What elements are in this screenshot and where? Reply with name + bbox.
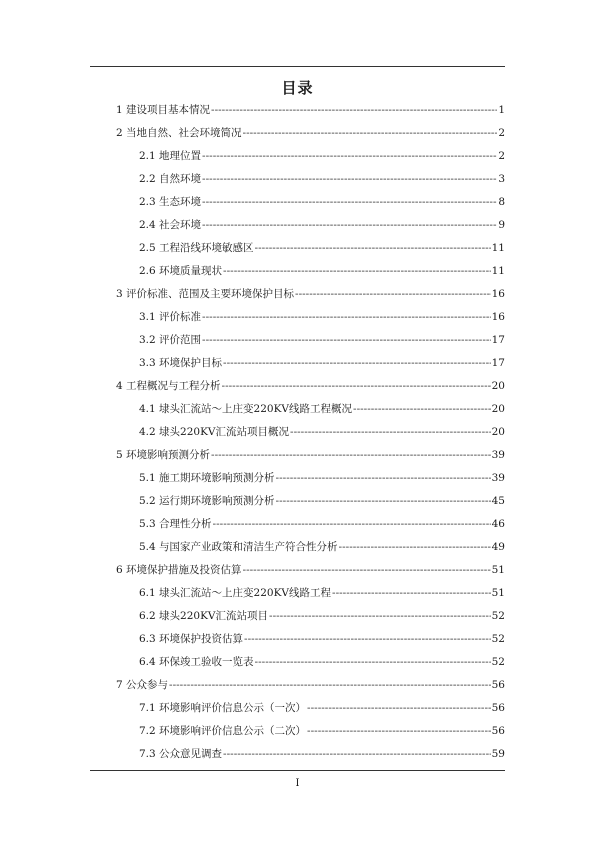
toc-section-entry[interactable] [116, 563, 505, 577]
toc-subsection-entry[interactable] [139, 149, 505, 163]
toc-entry-page: 46 [491, 518, 505, 530]
toc-dot-leader [213, 517, 491, 531]
toc-entry-label: 1 建设项目基本情况 [116, 104, 211, 116]
toc-entry-label: 6.4 环保竣工验收一览表 [139, 656, 254, 668]
toc-dot-leader [243, 126, 498, 140]
toc-entry-page: 2 [498, 150, 505, 162]
toc-subsection-entry[interactable] [139, 609, 505, 623]
toc-entry-label: 6 环境保护措施及投资估算 [116, 564, 242, 576]
toc-subsection-entry[interactable] [139, 701, 505, 715]
toc-entry-page: 49 [491, 541, 505, 553]
toc-entry-label: 6.3 环境保护投资估算 [139, 633, 244, 645]
toc-subsection-entry[interactable] [139, 264, 505, 278]
toc-entry-label: 3.3 环境保护目标 [139, 357, 223, 369]
toc-entry-page: 56 [491, 679, 505, 691]
toc-dot-leader [307, 724, 491, 738]
toc-subsection-entry[interactable] [139, 402, 505, 416]
toc-dot-leader [202, 172, 497, 186]
toc-subsection-entry[interactable] [139, 333, 505, 347]
toc-entry-label: 2.6 环境质量现状 [139, 265, 223, 277]
toc-dot-leader [243, 563, 491, 577]
toc-entry-page: 8 [498, 196, 505, 208]
toc-dot-leader [244, 632, 491, 646]
toc-dot-leader [332, 586, 491, 600]
toc-entry-page: 39 [491, 449, 505, 461]
toc-section-entry[interactable] [116, 379, 505, 393]
toc-entry-page: 51 [491, 564, 505, 576]
toc-entry-page: 20 [491, 403, 505, 415]
toc-entry-label: 2.4 社会环境 [139, 219, 202, 231]
toc-subsection-entry[interactable] [139, 172, 505, 186]
toc-entry-page: 11 [491, 242, 505, 254]
toc-subsection-entry[interactable] [139, 586, 505, 600]
toc-entry-page: 1 [498, 104, 505, 116]
toc-dot-leader [202, 333, 491, 347]
toc-entry-page: 11 [491, 265, 505, 277]
toc-subsection-entry[interactable] [139, 310, 505, 324]
toc-entry-label: 2.5 工程沿线环境敏感区 [139, 242, 254, 254]
toc-subsection-entry[interactable] [139, 494, 505, 508]
toc-dot-leader [339, 540, 491, 554]
toc-section-entry[interactable] [116, 126, 505, 140]
toc-entry-label: 3.2 评价范围 [139, 334, 202, 346]
toc-entry-page: 45 [491, 495, 505, 507]
toc-entry-page: 59 [491, 748, 505, 760]
toc-entry-label: 5.2 运行期环境影响预测分析 [139, 495, 275, 507]
toc-entry-label: 6.1 埭头汇流站～上庄变220KV线路工程 [139, 587, 332, 599]
toc-dot-leader [269, 609, 491, 623]
toc-entry-label: 2.3 生态环境 [139, 196, 202, 208]
toc-entry-page: 9 [498, 219, 505, 231]
toc-entry-page: 52 [491, 610, 505, 622]
toc-entry-label: 4.1 埭头汇流站～上庄变220KV线路工程概况 [139, 403, 353, 415]
toc-entry-label: 7.1 环境影响评价信息公示（一次） [139, 702, 307, 714]
toc-dot-leader [211, 103, 497, 117]
toc-dot-leader [202, 195, 497, 209]
toc-entry-page: 17 [491, 357, 505, 369]
toc-dot-leader [353, 402, 491, 416]
toc-entry-page: 2 [498, 127, 505, 139]
toc-dot-leader [211, 448, 491, 462]
toc-entry-page: 3 [498, 173, 505, 185]
toc-dot-leader [290, 425, 491, 439]
toc-entry-page: 17 [491, 334, 505, 346]
toc-dot-leader [222, 379, 491, 393]
toc-dot-leader [276, 471, 491, 485]
toc-entry-page: 51 [491, 587, 505, 599]
toc-entry-label: 2.1 地理位置 [139, 150, 202, 162]
toc-entry-label: 7 公众参与 [116, 679, 169, 691]
footer-rule [90, 770, 505, 771]
toc-section-entry[interactable] [116, 448, 505, 462]
toc-entry-label: 4.2 埭头220KV汇流站项目概况 [139, 426, 290, 438]
document-title: 目录 [281, 79, 314, 97]
toc-dot-leader [255, 241, 491, 255]
toc-dot-leader [223, 747, 491, 761]
toc-entry-page: 39 [491, 472, 505, 484]
toc-entry-page: 52 [491, 633, 505, 645]
toc-dot-leader [202, 149, 497, 163]
toc-entry-label: 5.3 合理性分析 [139, 518, 212, 530]
toc-dot-leader [255, 655, 491, 669]
toc-entry-label: 2 当地自然、社会环境简况 [116, 127, 242, 139]
toc-entry-page: 52 [491, 656, 505, 668]
header-rule [90, 66, 505, 67]
toc-entry-label: 6.2 埭头220KV汇流站项目 [139, 610, 269, 622]
toc-section-entry[interactable] [116, 287, 505, 301]
toc-entry-page: 20 [491, 426, 505, 438]
toc-subsection-entry[interactable] [139, 747, 505, 761]
toc-dot-leader [295, 287, 491, 301]
toc-subsection-entry[interactable] [139, 517, 505, 531]
toc-subsection-entry[interactable] [139, 356, 505, 370]
toc-entry-page: 16 [491, 288, 505, 300]
toc-dot-leader [202, 310, 491, 324]
toc-entry-label: 7.3 公众意见调查 [139, 748, 223, 760]
toc-entry-label: 3.1 评价标准 [139, 311, 202, 323]
toc-dot-leader [202, 218, 497, 232]
toc-entry-page: 16 [491, 311, 505, 323]
toc-entry-page: 56 [491, 702, 505, 714]
toc-entry-label: 5.4 与国家产业政策和清洁生产符合性分析 [139, 541, 338, 553]
toc-entry-page: 20 [491, 380, 505, 392]
toc-subsection-entry[interactable] [139, 218, 505, 232]
toc-entry-label: 2.2 自然环境 [139, 173, 202, 185]
toc-subsection-entry[interactable] [139, 425, 505, 439]
toc-entry-label: 3 评价标准、范围及主要环境保护目标 [116, 288, 295, 300]
toc-dot-leader [223, 264, 491, 278]
toc-section-entry[interactable] [116, 103, 505, 117]
toc-dot-leader [307, 701, 491, 715]
toc-entry-page: 56 [491, 725, 505, 737]
toc-dot-leader [276, 494, 491, 508]
page-number: I [295, 778, 300, 789]
toc-entry-label: 5.1 施工期环境影响预测分析 [139, 472, 275, 484]
toc-dot-leader [169, 678, 491, 692]
toc-subsection-entry[interactable] [139, 632, 505, 646]
toc-entry-label: 7.2 环境影响评价信息公示（二次） [139, 725, 307, 737]
toc-subsection-entry[interactable] [139, 540, 505, 554]
toc-subsection-entry[interactable] [139, 471, 505, 485]
toc-entry-label: 4 工程概况与工程分析 [116, 380, 221, 392]
toc-subsection-entry[interactable] [139, 724, 505, 738]
toc-section-entry[interactable] [116, 678, 505, 692]
toc-subsection-entry[interactable] [139, 655, 505, 669]
toc-subsection-entry[interactable] [139, 195, 505, 209]
toc-subsection-entry[interactable] [139, 241, 505, 255]
toc-entry-label: 5 环境影响预测分析 [116, 449, 211, 461]
toc-dot-leader [223, 356, 491, 370]
